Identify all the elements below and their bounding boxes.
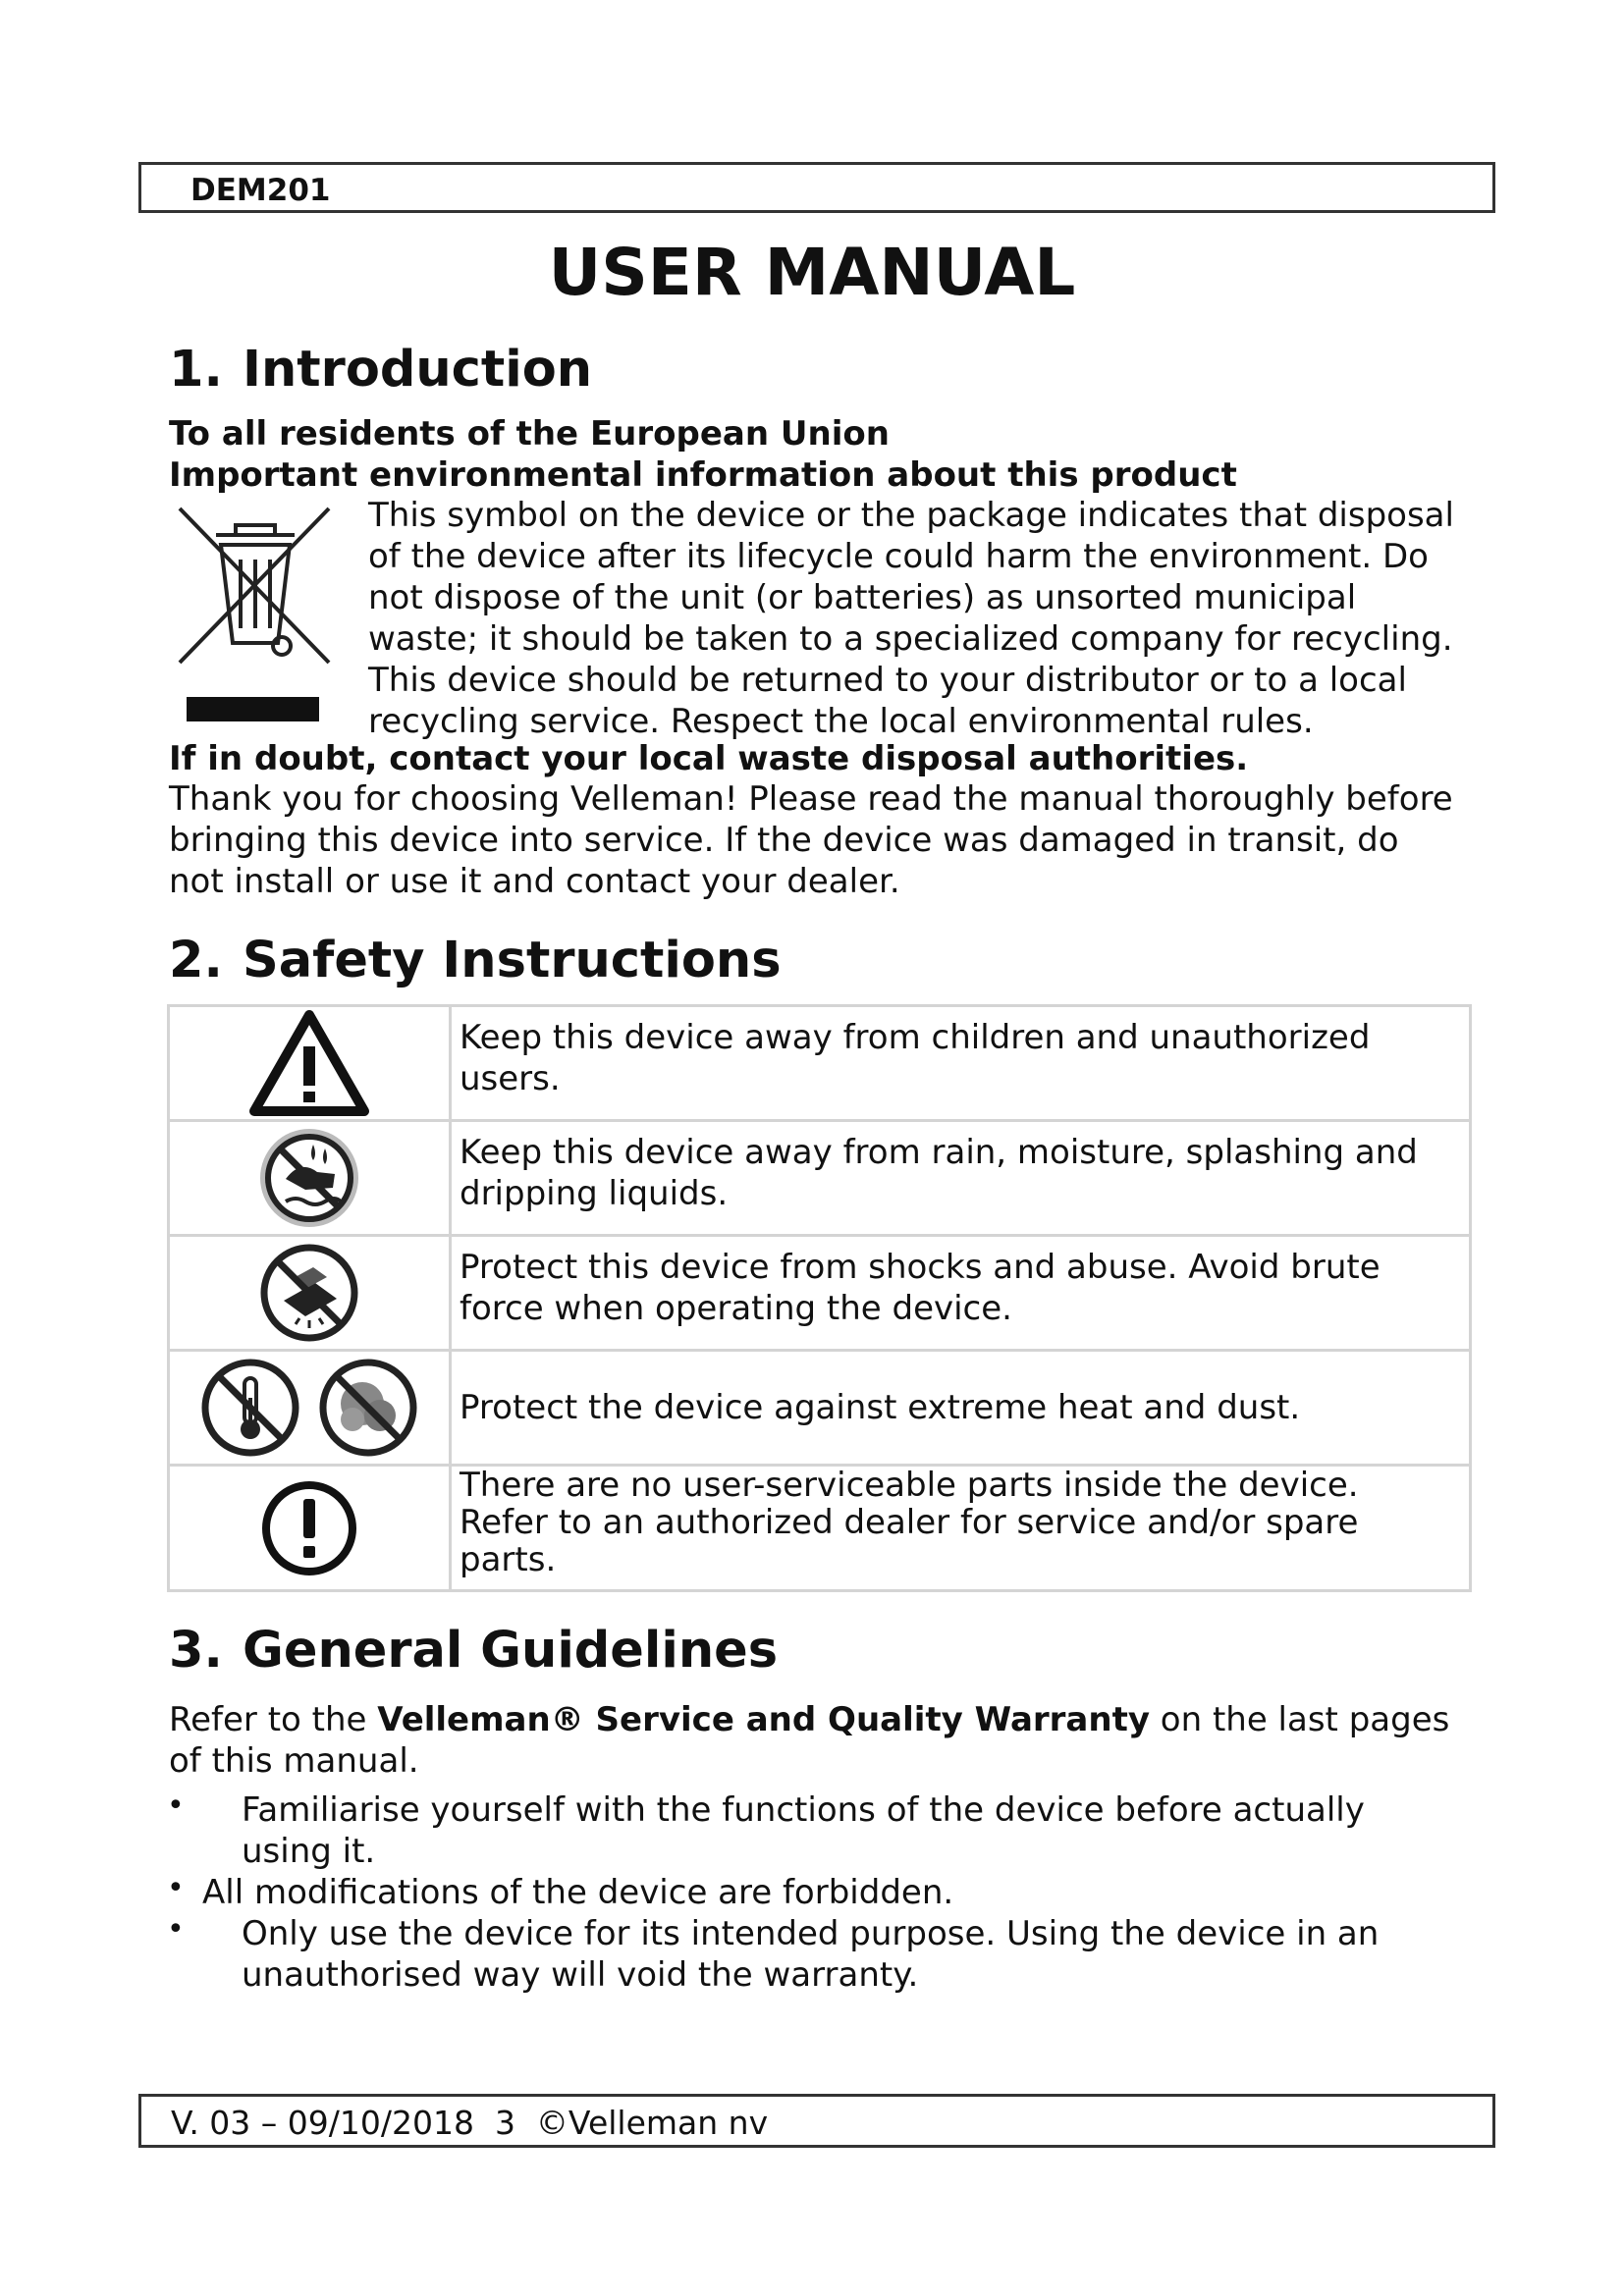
section-heading-introduction	[169, 340, 592, 400]
no-heat-icon	[205, 1362, 296, 1453]
safety-row	[169, 1236, 1471, 1351]
thanks-line-2: bringing this device into service. If the device was damaged in transit, do	[169, 821, 1399, 860]
no-shock-icon	[256, 1240, 362, 1346]
no-dust-icon	[323, 1362, 413, 1453]
bullet-line: All modifications of the device are forbidden.	[202, 1873, 954, 1912]
safety-text-line: users.	[460, 1059, 561, 1098]
bullet-icon: •	[167, 1912, 185, 1947]
model-number: DEM201	[190, 173, 331, 208]
section-title: Introduction	[243, 341, 593, 399]
section-title: Safety Instructions	[243, 932, 782, 989]
safety-text-cell	[451, 1466, 1471, 1591]
weee-bin-icon	[172, 501, 339, 730]
env-line-4: waste; it should be taken to a specialized company for recycling.	[368, 619, 1453, 659]
exclamation-circle-icon	[256, 1475, 362, 1581]
safety-text-cell	[451, 1121, 1471, 1236]
thanks-line-3: not install or use it and contact your dealer.	[169, 862, 900, 901]
safety-icon-cell	[169, 1466, 451, 1591]
section-number: 1.	[169, 341, 223, 399]
warning-triangle-icon	[248, 1009, 370, 1117]
safety-text-line: force when operating the device.	[460, 1289, 1012, 1328]
safety-text-line: Keep this device away from rain, moisture, splashing and	[460, 1133, 1418, 1172]
footer-text: V. 03 – 09/10/2018 3 ©Velleman nv	[171, 2104, 769, 2142]
guidelines-intro	[169, 1699, 1449, 1740]
header-box	[138, 162, 1495, 213]
doubt-notice: If in doubt, contact your local waste disposal authorities.	[169, 739, 1249, 778]
safety-text-line: Protect the device against extreme heat and dust.	[460, 1388, 1301, 1427]
warranty-reference: Velleman® Service and Quality Warranty	[377, 1700, 1150, 1739]
section-heading-safety	[169, 931, 782, 991]
safety-icon-cell	[169, 1006, 451, 1121]
section-number: 2.	[169, 932, 223, 989]
safety-text-line: Protect this device from shocks and abuse. Avoid brute	[460, 1248, 1380, 1287]
thanks-line-1: Thank you for choosing Velleman! Please read the manual thoroughly before	[169, 779, 1453, 819]
guidelines-intro-line2: of this manual.	[169, 1741, 419, 1781]
bullet-line: Only use the device for its intended purpose. Using the device in an	[242, 1914, 1380, 1953]
bullet-icon: •	[167, 1789, 185, 1823]
footer-box	[138, 2094, 1495, 2148]
bullet-line: using it.	[242, 1832, 376, 1871]
env-line-2: of the device after its lifecycle could harm the environment. Do	[368, 537, 1429, 576]
no-moisture-icon	[256, 1125, 362, 1231]
section-number: 3.	[169, 1622, 223, 1680]
section-title: General Guidelines	[243, 1622, 779, 1680]
safety-text-cell	[451, 1006, 1471, 1121]
section-heading-guidelines	[169, 1621, 778, 1682]
safety-text-line: Keep this device away from children and unauthorized	[460, 1018, 1371, 1057]
env-line-6: recycling service. Respect the local environmental rules.	[368, 702, 1314, 741]
bullet-icon: •	[167, 1871, 185, 1905]
safety-icon-cell	[169, 1351, 451, 1466]
bullet-line: Familiarise yourself with the functions of the device before actually	[242, 1790, 1365, 1830]
intro-text: Refer to the	[169, 1700, 378, 1739]
eu-heading: To all residents of the European Union	[169, 414, 890, 454]
safety-table	[167, 1004, 1472, 1592]
env-line-1: This symbol on the device or the package indicates that disposal	[368, 496, 1454, 535]
intro-text: on the last pages	[1149, 1700, 1450, 1739]
env-line-3: not dispose of the unit (or batteries) as unsorted municipal	[368, 578, 1357, 617]
no-heat-no-dust-icon	[195, 1355, 423, 1461]
safety-text-line: There are no user-serviceable parts inside the device.	[460, 1466, 1359, 1505]
safety-text-cell	[451, 1351, 1471, 1466]
safety-text-cell	[451, 1236, 1471, 1351]
env-heading: Important environmental information about this product	[169, 455, 1237, 495]
safety-row	[169, 1121, 1471, 1236]
safety-row	[169, 1466, 1471, 1591]
page-title: USER MANUAL	[548, 235, 1076, 310]
bullet-line: unauthorised way will void the warranty.	[242, 1955, 919, 1995]
safety-text-line: dripping liquids.	[460, 1174, 729, 1213]
safety-text-line: Refer to an authorized dealer for service and/or spare	[460, 1503, 1359, 1542]
safety-text-line: parts.	[460, 1540, 557, 1579]
safety-icon-cell	[169, 1236, 451, 1351]
safety-row	[169, 1006, 1471, 1121]
safety-row	[169, 1351, 1471, 1466]
env-line-5: This device should be returned to your distributor or to a local	[368, 661, 1407, 700]
safety-icon-cell	[169, 1121, 451, 1236]
